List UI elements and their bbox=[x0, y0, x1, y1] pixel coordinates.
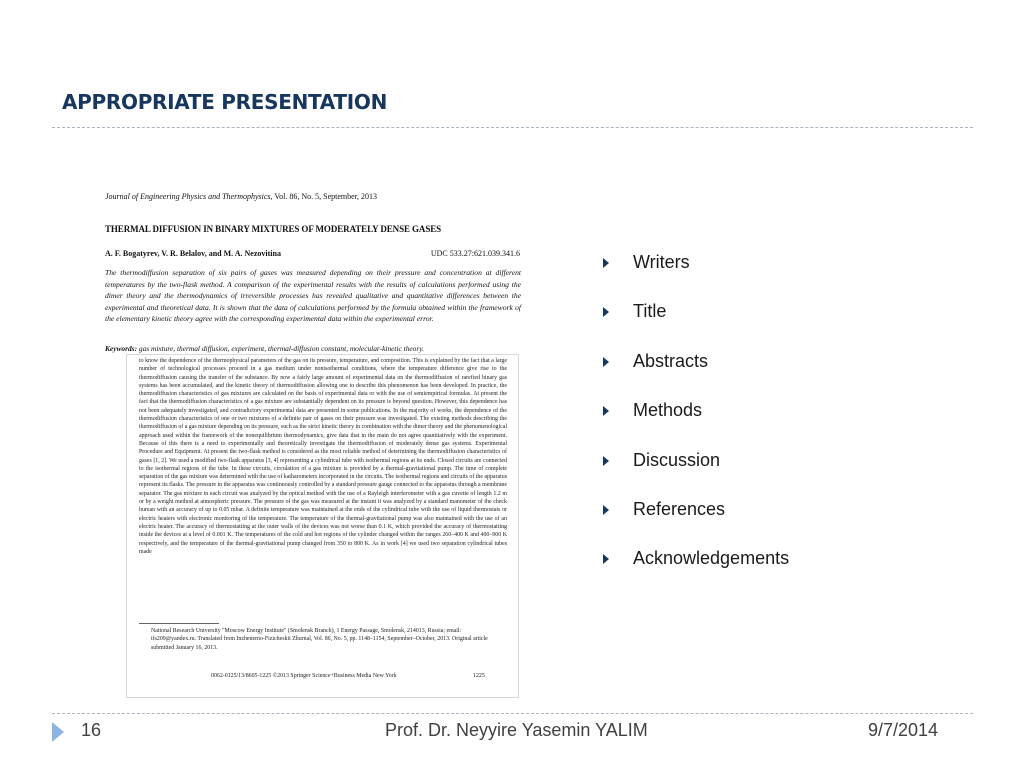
footer-arrow-icon bbox=[52, 722, 64, 742]
paper-body-text: to know the dependence of the thermophysical parameters of the gas on its pressure, temperature, and composition. This is explained by the fact that a large number of technological processes proceed in a gas medium under nonisothermal conditions, where the temperature difference give rise to the thermodiffusion causing the transfer of the substance. By now a fairly large amount of experimental data on the thermodiffusion of rarefied binary gas systems has been accumulated, and the kinetic theory of thermodiffusion allowing one to describe this phenomenon has been developed. In practice, the thermodiffusion characteristics of gas mixtures are calculated on the basis of experimental data or with the use of semiempirical formulas. At present the fact that the thermodiffusion characteristics of a gas mixture are substantially dependent on its pressure is beyond question. However, this dependence has not been adequately investigated, and contradictory experimental data are presented in some publications. In the majority of works, the dependence of the thermodiffusion characteristics of one or two mixtures of a definite pair of gases on their pressure was investigated. The existing methods describing the thermodiffusion of a gas mixture depending on its pressure, such as the strict kinetic theory in combination with the dimer theory and the phenomenological approach used within the framework of the nonequilibrium thermodynamics, give data that in the main do not agree quantitatively with the experiment. Because of this there is a need to experimentally and theoretically investigate the thermodiffusion of moderately dense gas systems. Experimental Procedure and Equipment. At present the two-flask method is considered as the most reliable method of determining the thermodiffusion characteristics of gases [1, 2]. We used a modified two-flask apparatus [3, 4] representing a cylindrical tube with isothermal regions at its ends. Closed circuits are connected to the isothermal regions of the tube. In these circuits, circulation of a gas mixture is provided by a thermal-gravitational pump. The time of complete separation of the gas mixture was determined with the use of katharometers incorporated in the circuits. The isothermal regions and circuits of the apparatus represent its flasks. The pressure in the apparatus was continuously controlled by a standard pressure gauge connected to the apparatus through a membrane separator. The gas mixture in each circuit was analyzed by the optical method with the use of a Rayleigh interferometer with a gas cuvette of length 1.2 m or by a weight method at atmospheric pressure. The pressure of the gas was measured at the instant it was analyzed by a standard manometer of the check burean with an accuracy of up to 0.05 mbar. A definite temperature was maintained at the ends of the cylindrical tube with the use of liquid thermostats or electric heaters with electronic monitoring of the temperature. The temperature of the thermal-gravitational pump was also maintained with the use of an electric heater. The accuracy of thermostatting at the outer walls of the devices was not worse than 0.1 K, which provided the accuracy of thermostatting inside the devices at a level of 0.001 K. The temperatures of the cold and hot regions of the cylinder changed within the ranges 260–400 K and 400–900 K respectively, and the temperature of the thermal-gravitational pump changed from 350 to 800 K. As in work [4] we used two separation cylindrical tubes made bbox=[139, 358, 507, 555]
paper-header-section bbox=[58, 140, 526, 358]
bullet-label: Writers bbox=[633, 252, 690, 272]
footer-divider bbox=[52, 713, 973, 714]
paper-copyright: 0062-0125/13/8605-1225 ©2013 Springer Science+Business Media New York bbox=[211, 673, 397, 679]
paper-keywords-label: Keywords: bbox=[105, 344, 138, 353]
triangle-bullet-icon bbox=[603, 554, 609, 564]
triangle-bullet-icon bbox=[603, 406, 609, 416]
bullet-label: Acknowledgements bbox=[633, 548, 790, 569]
paper-authors: A. F. Bogatyrev, V. R. Belalov, and M. A. Nezovitina bbox=[105, 249, 281, 258]
bullet-label: Abstracts bbox=[633, 350, 709, 371]
paper-abstract: The thermodiffusion separation of six pairs of gases was measured depending on their pressure and concentration at different temperatures by the two-flask method. A comparison of the experimental results with the results of calculations performed using the dimer theory and the thermodynamics of irreversible processes has revealed qualitative and quantitative differences between the experimental and theoretical data. It is shown that the data of calculations performed by the formula obtained within the framework of the elementary kinetic theory agree with the corresponding experimental data within the experimental error. bbox=[105, 268, 521, 323]
paper-image bbox=[58, 140, 526, 700]
paper-udc: UDC 533.27:621.039.341.6 bbox=[430, 249, 520, 258]
slide-title: APPROPRIATE PRESENTATION bbox=[62, 90, 388, 114]
slide-number: 16 bbox=[81, 720, 102, 740]
bullet-label: Title bbox=[633, 301, 667, 322]
footer-date: 9/7/2014 bbox=[868, 720, 939, 740]
triangle-bullet-icon bbox=[603, 456, 609, 466]
triangle-bullet-icon bbox=[603, 258, 609, 268]
bullet-label: Discussion bbox=[633, 449, 721, 470]
title-divider bbox=[52, 127, 973, 128]
paper-footnote: National Research University "Moscow Energy Institute" (Smolensk Branch), 1 Energy Passage, Smolensk, 214013, Russia; email: tfs209@yandex.ru. Translated from Inzhenerno-Fizicheskii Zhurnal, Vol. 86, No. 5, pp. 1148–1154, September–October, 2013. Original article submitted January 16, 2013. bbox=[151, 628, 488, 651]
paper-journal-line bbox=[105, 192, 377, 201]
footnote-divider bbox=[139, 623, 219, 624]
paper-body-section bbox=[126, 354, 519, 698]
triangle-bullet-icon bbox=[603, 307, 609, 317]
paper-keywords-text: gas mixture, thermal diffusion, experiment, thermal-diffusion constant, molecular-kinetic theory. bbox=[137, 344, 424, 353]
triangle-bullet-icon bbox=[603, 505, 609, 515]
paper-keywords bbox=[105, 344, 424, 353]
footer-author: Prof. Dr. Neyyire Yasemin YALIM bbox=[385, 720, 648, 740]
bullet-label: References bbox=[633, 498, 726, 519]
paper-page-number: 1225 bbox=[473, 673, 485, 679]
bullet-label: Methods bbox=[633, 400, 703, 421]
triangle-bullet-icon bbox=[603, 357, 609, 367]
paper-journal-issue: Vol. 86, No. 5, September, 2013 bbox=[272, 192, 378, 201]
paper-journal-name: Journal of Engineering Physics and Thermophysics, bbox=[105, 192, 273, 201]
paper-title: THERMAL DIFFUSION IN BINARY MIXTURES OF MODERATELY DENSE GASES bbox=[105, 224, 442, 234]
